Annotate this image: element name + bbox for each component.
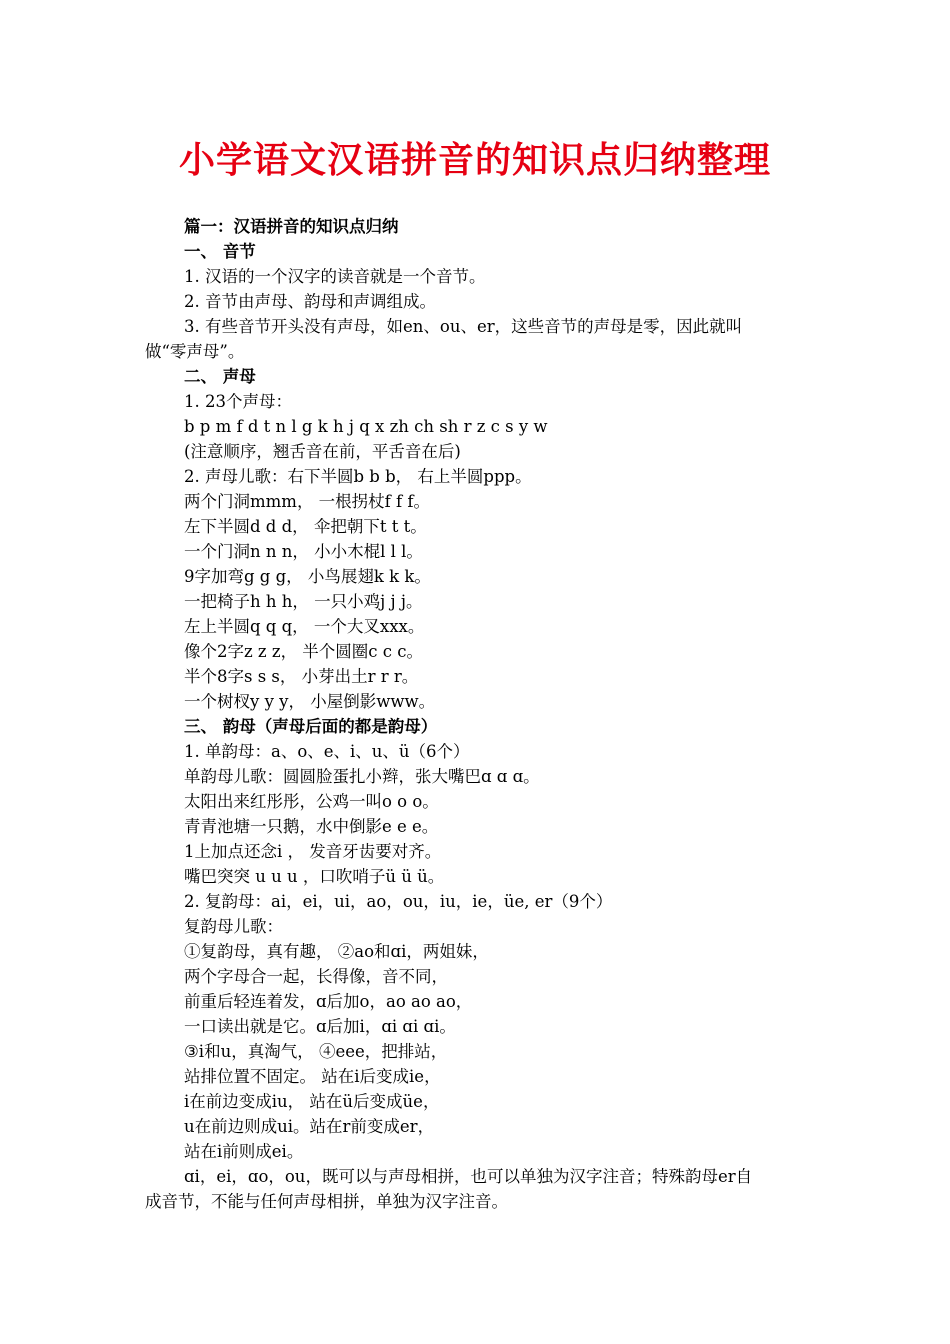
document-title: 小学语文汉语拼音的知识点归纳整理 — [178, 139, 771, 181]
paragraph-line: i在前边变成iu， 站在ü后变成üe， — [184, 1092, 440, 1111]
paragraph-line: 嘴巴突突 u u u ，口吹哨子ü ü ü。 — [184, 867, 445, 886]
paragraph-line: 3. 有些音节开头没有声母，如en、ou、er，这些音节的声母是零，因此就叫 — [184, 317, 743, 336]
paragraph-line: (注意顺序，翘舌音在前，平舌音在后) — [184, 442, 461, 461]
paragraph-line: ɑi，ei，ɑo，ou，既可以与声母相拼，也可以单独为汉字注音；特殊韵母er自 — [184, 1167, 753, 1186]
paragraph-line: 前重后轻连着发，ɑ后加o，ao ao ao， — [184, 992, 473, 1011]
paragraph-line: ①复韵母，真有趣， ②ao和ɑi，两姐妹， — [184, 942, 489, 961]
paragraph-line: 站排位置不固定。 站在i后变成ie， — [184, 1067, 441, 1086]
document-body — [145, 214, 810, 1214]
paragraph-line: 一口读出就是它。ɑ后加i，ɑi ɑi ɑi。 — [184, 1017, 456, 1036]
paragraph-line: 站在i前则成ei。 — [184, 1142, 304, 1161]
paragraph-line: 成音节，不能与任何声母相拼，单独为汉字注音。 — [145, 1192, 508, 1211]
paragraph-line: 2. 声母儿歌：右下半圆b b b， 右上半圆ppp。 — [184, 467, 532, 486]
paragraph-line: 做“零声母”。 — [145, 342, 245, 361]
paragraph-line: 1. 汉语的一个汉字的读音就是一个音节。 — [184, 267, 486, 286]
paragraph-line: 1. 单韵母：a、o、e、i、u、ü（6个） — [184, 742, 470, 761]
paragraph-line: b p m f d t n l g k h j q x zh ch sh r z c s y w — [184, 417, 548, 436]
section-heading: 一、 音节 — [184, 242, 256, 261]
paragraph-line: 一把椅子h h h， 一只小鸡j j j。 — [184, 592, 423, 611]
paragraph-line: 左上半圆q q q， 一个大叉xxx。 — [184, 617, 425, 636]
paragraph-line: 两个门洞mmm， 一根拐杖f f f。 — [184, 492, 430, 511]
paragraph-line: 半个8字s s s， 小芽出土r r r。 — [184, 667, 419, 686]
section-heading: 二、 声母 — [184, 367, 256, 386]
paragraph-line: 1. 23个声母： — [184, 392, 292, 411]
paragraph-line: 一个树杈y y y， 小屋倒影www。 — [184, 692, 436, 711]
paragraph-line: u在前边则成ui。站在r前变成er， — [184, 1117, 435, 1136]
section-heading: 三、 韵母（声母后面的都是韵母） — [184, 717, 438, 736]
paragraph-line: 复韵母儿歌： — [184, 917, 283, 936]
paragraph-line: 青青池塘一只鹅，水中倒影e e e。 — [184, 817, 439, 836]
paragraph-line: 像个2字z z z， 半个圆圈c c c。 — [184, 642, 424, 661]
paragraph-line: 太阳出来红彤彤，公鸡一叫o o o。 — [184, 792, 439, 811]
paragraph-line: 左下半圆d d d， 伞把朝下t t t。 — [184, 517, 427, 536]
paragraph-line: ③i和u，真淘气， ④eee，把排站， — [184, 1042, 448, 1061]
paragraph-line: 9字加弯g g g， 小鸟展翅k k k。 — [184, 567, 431, 586]
paragraph-line: 2. 音节由声母、韵母和声调组成。 — [184, 292, 436, 311]
section-heading: 篇一：汉语拼音的知识点归纳 — [184, 217, 399, 236]
paragraph-line: 一个门洞n n n， 小小木棍l l l。 — [184, 542, 423, 561]
paragraph-line: 2. 复韵母：ai，ei，ui，ao，ou，iu，ie，üe, er（9个） — [184, 892, 613, 911]
paragraph-line: 两个字母合一起，长得像，音不同， — [184, 967, 448, 986]
paragraph-line: 单韵母儿歌：圆圆脸蛋扎小辫，张大嘴巴ɑ ɑ ɑ。 — [184, 767, 540, 786]
paragraph-line: 1上加点还念i ， 发音牙齿要对齐。 — [184, 842, 442, 861]
